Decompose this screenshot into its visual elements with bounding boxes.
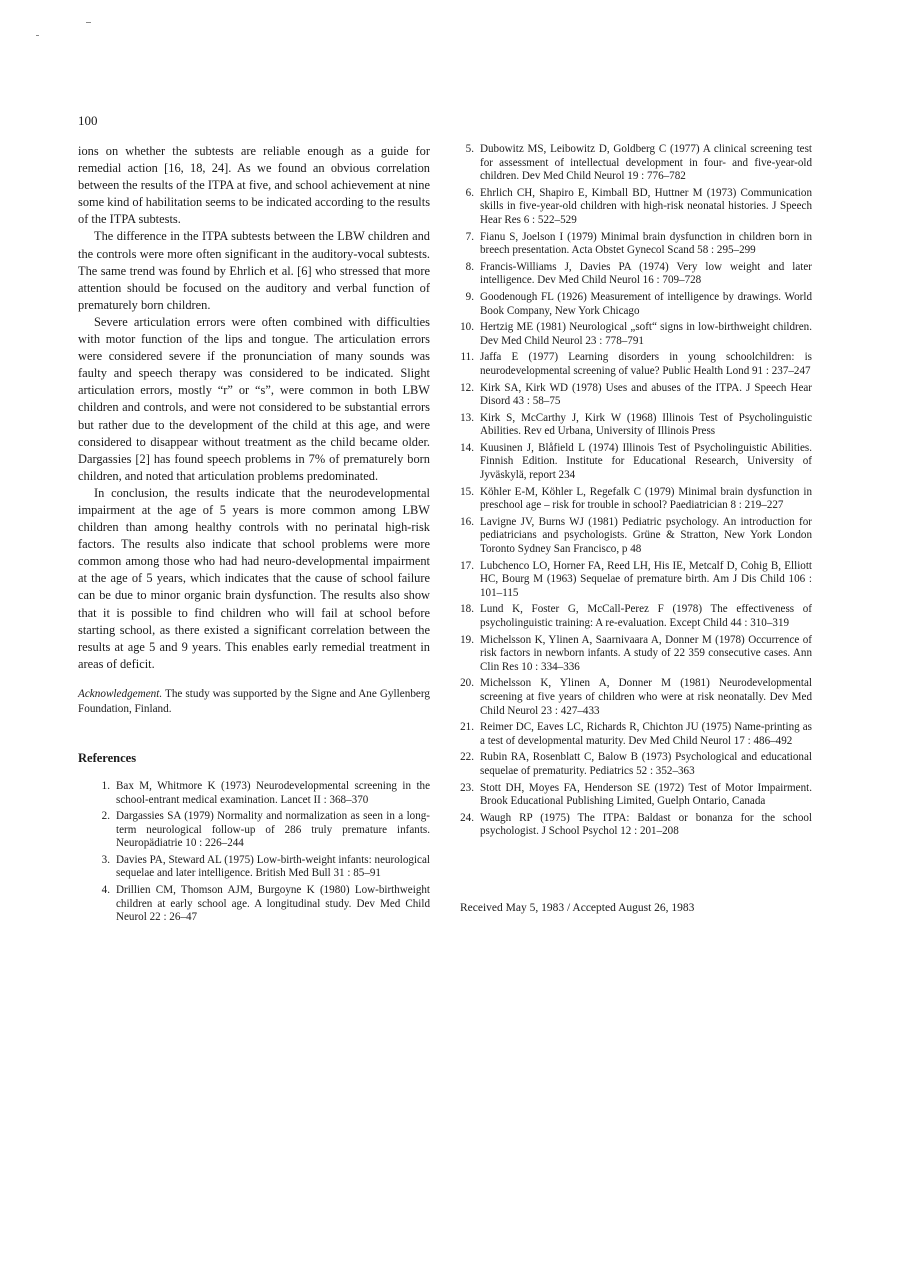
references-heading: References bbox=[78, 750, 137, 765]
reference-number: 10. bbox=[460, 321, 474, 334]
reference-text: Dargassies SA (1979) Normality and normalization as seen in a long-term neurological follow-up of 286 truly premature infants. Neuropädiatrie 10 : 226–244 bbox=[116, 810, 430, 850]
reference-text: Fianu S, Joelson I (1979) Minimal brain dysfunction in children born in breech presentation. Acta Obstet Gynecol Scand 58 : 295–299 bbox=[480, 230, 812, 257]
reference-number: 15. bbox=[460, 485, 474, 498]
reference-number: 9. bbox=[465, 290, 474, 303]
reference-text: Waugh RP (1975) The ITPA: Baldast or bonanza for the school psychologist. J School Psychol 12 : 201–208 bbox=[480, 811, 812, 838]
page-number: 100 bbox=[78, 113, 98, 128]
reference-number: 21. bbox=[460, 721, 474, 734]
reference-item bbox=[456, 486, 812, 513]
reference-number: 13. bbox=[460, 411, 474, 424]
reference-number: 4. bbox=[101, 884, 110, 897]
reference-number: 6. bbox=[465, 186, 474, 199]
reference-text: Goodenough FL (1926) Measurement of intelligence by drawings. World Book Company, New York Chicago bbox=[480, 290, 812, 317]
reference-item bbox=[92, 810, 430, 851]
reference-number: 3. bbox=[101, 853, 110, 866]
reference-text: Jaffa E (1977) Learning disorders in young schoolchildren: is neurodevelopmental screening of value? Public Health Lond 91 : 237–247 bbox=[480, 351, 812, 377]
reference-text: Ehrlich CH, Shapiro E, Kimball BD, Huttner M (1973) Communication skills in five-year-old children with high-risk neonatal histories. J Speech Hear Res 6 : 522–529 bbox=[480, 186, 812, 226]
reference-item bbox=[456, 187, 812, 228]
reference-text: Lund K, Foster G, McCall-Perez F (1978) The effectiveness of psycholinguistic training: A re-evaluation. Except Child 44 : 310–319 bbox=[480, 603, 812, 629]
reference-number: 7. bbox=[465, 230, 474, 243]
reference-item bbox=[456, 634, 812, 675]
reference-item bbox=[456, 231, 812, 258]
reference-list-right bbox=[456, 143, 812, 839]
body-paragraph: Severe articulation errors were often combined with difficulties with motor function of the lips and tongue. The articulation errors were considered severe if the pronunciation of many sounds was faulty and speech therapy was considered to be indicated. Slight articulation errors, mostly “r” or “s”, were common in both LBW children and controls, and were not considered to be substantial errors but rather due to the development of the child at this age, and were considered to disappear without treatment as the child became older. Dargassies [2] has found speech problems in 7% of prematurely born children, and noted that articulation problems predominated. bbox=[78, 314, 430, 483]
reference-item bbox=[456, 812, 812, 839]
reference-number: 19. bbox=[460, 633, 474, 646]
reference-item bbox=[456, 782, 812, 809]
reference-list-left bbox=[78, 780, 430, 925]
reference-text: Davies PA, Steward AL (1975) Low-birth-weight infants: neurological sequelae and later intelligence. British Med Bull 31 : 85–91 bbox=[116, 853, 430, 880]
reference-text: Lavigne JV, Burns WJ (1981) Pediatric psychology. An introduction for pediatricians and psychologists. Grüne & Stratton, New York London Toronto Sydney San Francisco, p 48 bbox=[480, 515, 812, 556]
reference-text: Stott DH, Moyes FA, Henderson SE (1972) Test of Motor Impairment. Brook Educational Publishing Limited, Guelph Ontario, Canada bbox=[480, 781, 812, 808]
reference-number: 16. bbox=[460, 515, 474, 528]
body-paragraph: In conclusion, the results indicate that the neurodevelopmental impairment at the age of 5 years is more common among LBW children than among healthy controls with no perinatal high-risk factors. The results also indicate that school problems were more common among those who had had neuro-developmental impairment at the age of 5 years, which indicates that the cause of school failure can be due to minor organic brain dysfunction. The results also show that it is possible to find children who will fail at school before starting school, as there existed a significant correlation between the results at age 5 and 9 years. This enables early remedial treatment in areas of deficit. bbox=[78, 485, 430, 671]
reference-item bbox=[456, 291, 812, 318]
reference-text: Bax M, Whitmore K (1973) Neurodevelopmental screening in the school-entrant medical examination. Lancet II : 368–370 bbox=[116, 779, 430, 806]
reference-item bbox=[456, 321, 812, 348]
reference-item bbox=[92, 780, 430, 807]
reference-text: Kirk S, McCarthy J, Kirk W (1968) Illinois Test of Psycholinguistic Abilities. Rev ed Urbana, University of Illinois Press bbox=[480, 411, 812, 438]
reference-text: Drillien CM, Thomson AJM, Burgoyne K (1980) Low-birthweight children at early school age. A longitudinal study. Dev Med Child Neurol 22 : 26–47 bbox=[116, 884, 430, 924]
reference-item bbox=[456, 516, 812, 557]
reference-item bbox=[456, 721, 812, 748]
right-column bbox=[456, 143, 812, 842]
reference-text: Kirk SA, Kirk WD (1978) Uses and abuses of the ITPA. J Speech Hear Disord 43 : 58–75 bbox=[480, 381, 812, 408]
reference-item bbox=[456, 677, 812, 718]
reference-number: 5. bbox=[465, 143, 474, 155]
reference-item bbox=[456, 143, 812, 184]
reference-number: 11. bbox=[460, 351, 474, 364]
reference-item bbox=[456, 751, 812, 778]
reference-number: 20. bbox=[460, 677, 474, 690]
reference-item bbox=[456, 603, 812, 630]
reference-number: 22. bbox=[460, 751, 474, 764]
acknowledgement bbox=[78, 687, 430, 717]
received-accepted-dates: Received May 5, 1983 / Accepted August 26, 1983 bbox=[460, 902, 695, 914]
reference-number: 8. bbox=[465, 260, 474, 273]
reference-text: Michelsson K, Ylinen A, Donner M (1981) Neurodevelopmental screening at five years of children who were at risk neonatally. Dev Med Child Neurol 23 : 427–433 bbox=[480, 677, 812, 717]
acknowledgement-text: The study was supported by the Signe and Ane Gyllenberg Foundation, Finland. bbox=[78, 687, 430, 715]
reference-text: Lubchenco LO, Horner FA, Reed LH, His IE, Metcalf D, Cohig B, Elliott HC, Bourg M (1963) Sequelae of premature birth. Am J Dis Child 106 : 101–115 bbox=[480, 559, 812, 599]
reference-text: Francis-Williams J, Davies PA (1974) Very low weight and later intelligence. Dev Med Child Neurol 16 : 709–728 bbox=[480, 260, 812, 287]
body-paragraph: ions on whether the subtests are reliable enough as a guide for remedial action [16, 18, 24]. As we found an obvious correlation between the results of the ITPA at five, and school achievement at nine some kind of habilitation seems to be indicated according to the results of the ITPA subtests. bbox=[78, 144, 431, 227]
reference-number: 12. bbox=[460, 381, 474, 394]
scan-mark bbox=[36, 35, 39, 36]
reference-item bbox=[92, 884, 430, 925]
reference-item bbox=[456, 261, 812, 288]
reference-item bbox=[456, 412, 812, 439]
reference-item bbox=[456, 560, 812, 601]
body-paragraph: The difference in the ITPA subtests between the LBW children and the controls were more often significant in the auditory-vocal subtests. The same trend was found by Ehrlich et al. [6] who stressed that more attention should be focused on the auditory and verbal function of prematurely born children. bbox=[78, 229, 430, 312]
reference-number: 23. bbox=[460, 781, 474, 794]
reference-text: Hertzig ME (1981) Neurological „soft“ signs in low-birthweight children. Dev Med Child Neurol 23 : 778–791 bbox=[480, 321, 812, 347]
reference-number: 2. bbox=[101, 810, 110, 823]
reference-text: Köhler E-M, Köhler L, Regefalk C (1979) Minimal brain dysfunction in preschool age – risk for trouble in school? Paediatrician 8 : 219–227 bbox=[480, 485, 812, 512]
reference-text: Kuusinen J, Blåfield L (1974) Illinois Test of Psycholinguistic Abilities. Finnish Edition. Institute for Educational Research, University of Jyväskylä, report 234 bbox=[480, 441, 812, 482]
reference-text: Reimer DC, Eaves LC, Richards R, Chichton JU (1975) Name-printing as a test of developmental maturity. Dev Med Child Neurol 17 : 486–492 bbox=[480, 721, 812, 747]
reference-text: Michelsson K, Ylinen A, Saarnivaara A, Donner M (1978) Occurrence of risk factors in newborn infants. A study of 22 359 consecutive cases. Ann Clin Res 10 : 334–336 bbox=[480, 633, 812, 673]
reference-number: 14. bbox=[460, 441, 474, 454]
reference-item bbox=[92, 854, 430, 881]
reference-number: 17. bbox=[460, 559, 474, 572]
reference-number: 24. bbox=[460, 811, 474, 824]
scan-mark bbox=[86, 22, 91, 23]
left-column bbox=[78, 143, 430, 928]
reference-text: Rubin RA, Rosenblatt C, Balow B (1973) Psychological and educational sequelae of prematurity. Pediatrics 52 : 352–363 bbox=[480, 751, 812, 777]
reference-number: 1. bbox=[101, 779, 110, 792]
reference-number: 18. bbox=[460, 603, 474, 616]
acknowledgement-label: Acknowledgement. bbox=[78, 687, 163, 700]
reference-text: Dubowitz MS, Leibowitz D, Goldberg C (1977) A clinical screening test for assessment of intellectual development in four- and five-year-old children. Dev Med Child Neurol 19 : 776–782 bbox=[480, 143, 812, 183]
reference-item bbox=[456, 382, 812, 409]
reference-item bbox=[456, 351, 812, 378]
reference-item bbox=[456, 442, 812, 483]
